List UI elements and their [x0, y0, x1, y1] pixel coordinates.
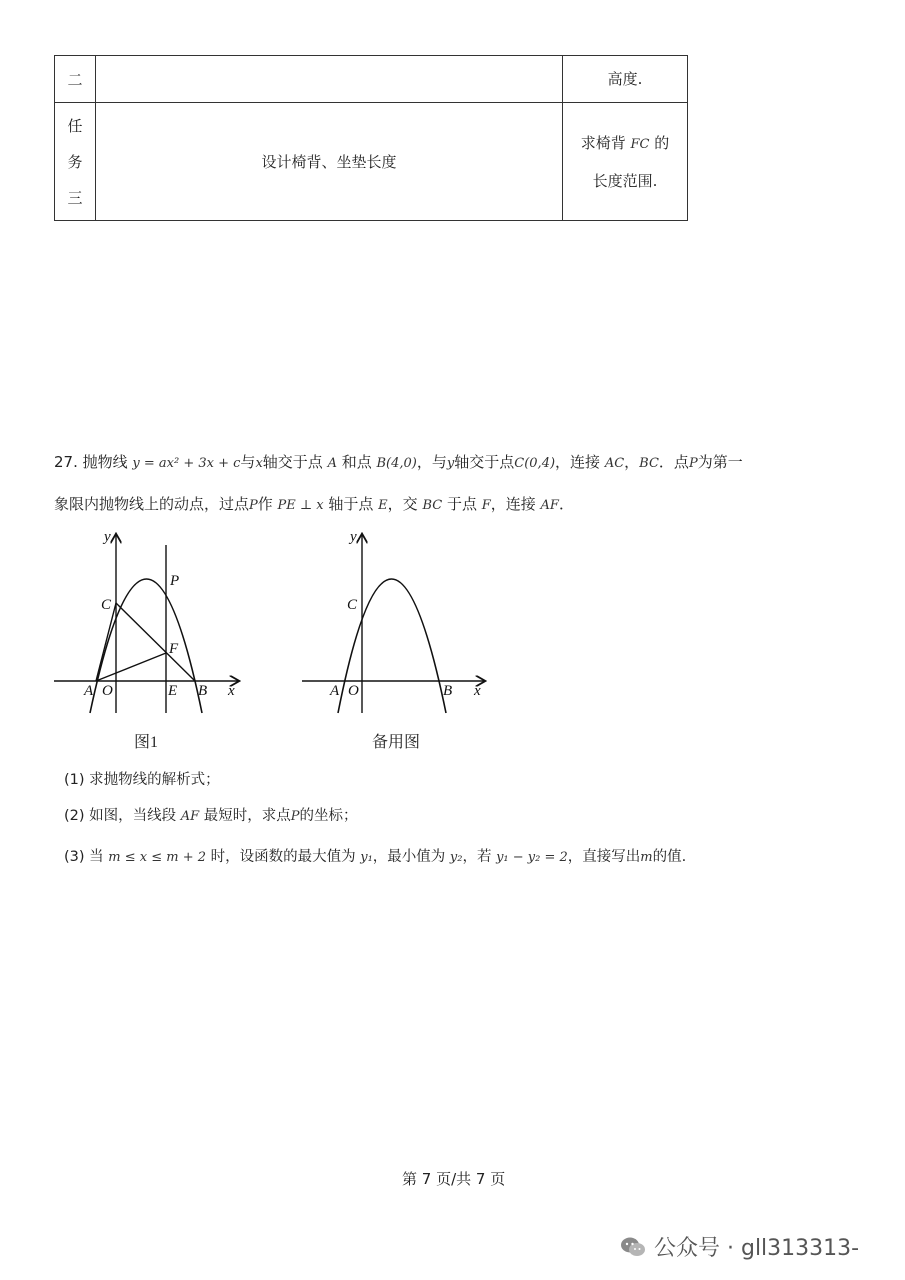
label-e: E	[168, 683, 178, 699]
math-expression: y₂	[449, 850, 463, 865]
text-fragment: ，直接写出	[567, 849, 641, 865]
math-expression: y = ax² + 3x + c	[132, 456, 241, 471]
question-number: 27.	[54, 453, 78, 471]
math-expression: BC	[639, 456, 659, 471]
math-expression: AC	[604, 456, 625, 471]
label-y: y	[350, 529, 357, 545]
math-expression: E	[378, 498, 388, 513]
text-fragment: 和点	[336, 453, 377, 471]
text-fragment: 轴于点	[323, 495, 379, 513]
text-fragment: 为第一	[697, 453, 743, 471]
math-expression: m	[640, 850, 653, 865]
figure-1-caption: 图1	[134, 734, 159, 751]
segment-ac	[96, 603, 116, 681]
question-line-2	[54, 493, 574, 514]
text-fragment: ．	[558, 495, 574, 513]
sub-question-2	[64, 804, 358, 825]
text-fragment: (1) 求抛物线的解析式；	[64, 772, 220, 788]
task-goal-cell: 高度.	[563, 56, 688, 103]
label-o: O	[348, 683, 359, 699]
text-fragment: (3) 当	[64, 849, 109, 865]
question-line-1	[54, 451, 743, 472]
text-fragment: 时，设函数的最大值为	[206, 849, 361, 865]
table-row	[55, 103, 688, 221]
math-expression: y₁	[360, 850, 373, 865]
wechat-icon	[620, 1236, 646, 1258]
task-number-cell	[55, 103, 96, 221]
text-fragment: ．点	[658, 453, 689, 471]
text-fragment: ，与	[416, 453, 447, 471]
math-expression: y₁ − y₂ = 2	[496, 850, 568, 865]
math-expression: C(0,4)	[514, 456, 556, 471]
math-expression: F	[481, 498, 491, 513]
label-c: C	[101, 597, 112, 613]
math-expression: AF	[180, 809, 200, 824]
task-table	[54, 55, 688, 221]
segment-bc	[116, 603, 195, 681]
task-char: 三	[67, 188, 83, 207]
task-number-cell: 二	[55, 56, 96, 103]
label-p: P	[170, 573, 180, 589]
label-o: O	[102, 683, 113, 699]
label-x: x	[228, 683, 235, 699]
label-b: B	[198, 683, 208, 699]
label-f: F	[169, 641, 179, 657]
text-fragment: ，交	[387, 495, 423, 513]
text-fragment: 的值.	[652, 849, 687, 865]
rich-line	[83, 453, 743, 471]
math-expression: P	[688, 456, 698, 471]
text-fragment: ，最小值为	[372, 849, 450, 865]
text-fragment: 作	[257, 495, 278, 513]
task-content-cell	[96, 56, 563, 103]
text-fragment: ，连接	[555, 453, 605, 471]
text-fragment: (2) 如图，当线段	[64, 808, 181, 824]
figure-2	[298, 525, 498, 715]
label-a: A	[330, 683, 340, 699]
math-expression: B(4,0)	[376, 456, 417, 471]
math-expression: x	[255, 456, 263, 471]
math-expression: AF	[540, 498, 559, 513]
text-fragment: ，	[624, 453, 640, 471]
label-y: y	[104, 529, 111, 545]
label-a: A	[84, 683, 94, 699]
math-expression: y	[446, 456, 455, 471]
text-fragment: ，连接	[490, 495, 541, 513]
math-expression: BC	[422, 498, 443, 513]
text-fragment: 与	[240, 453, 256, 471]
task-char: 任	[67, 116, 83, 135]
text-fragment: ，若	[462, 849, 497, 865]
label-c: C	[347, 597, 358, 613]
math-expression: P	[249, 498, 258, 513]
rich-line	[54, 495, 574, 513]
figure-1	[50, 525, 250, 715]
task-char: 务	[67, 152, 83, 171]
text-fragment: 于点	[442, 495, 482, 513]
text-fragment: 轴交于点	[262, 453, 328, 471]
text-fragment: 轴交于点	[454, 453, 515, 471]
segment-af	[96, 653, 166, 681]
text-fragment: 抛物线	[82, 453, 133, 471]
task-content-cell: 设计椅背、坐垫长度	[96, 103, 563, 221]
label-x: x	[474, 683, 481, 699]
math-expression: PE ⊥ x	[277, 498, 324, 513]
sub-question-3	[64, 845, 686, 866]
math-expression: m ≤ x ≤ m + 2	[108, 850, 206, 865]
table-row	[55, 56, 688, 103]
text-fragment: 象限内抛物线上的动点，过点	[54, 495, 250, 513]
sub-question-1	[64, 768, 220, 789]
figure-2-caption: 备用图	[372, 734, 421, 751]
watermark	[620, 1231, 859, 1262]
watermark-text: 公众号 · gll313313-	[654, 1236, 860, 1261]
math-expression: P	[290, 809, 300, 824]
text-fragment: 最短时，求点	[199, 808, 291, 824]
math-expression: A	[327, 456, 337, 471]
text-fragment: 的坐标；	[299, 808, 358, 824]
task-goal-cell: 求椅背 FC 的 长度范围.	[563, 103, 688, 221]
label-b: B	[443, 683, 453, 699]
page-footer: 第 7 页/共 7 页	[402, 1170, 506, 1188]
